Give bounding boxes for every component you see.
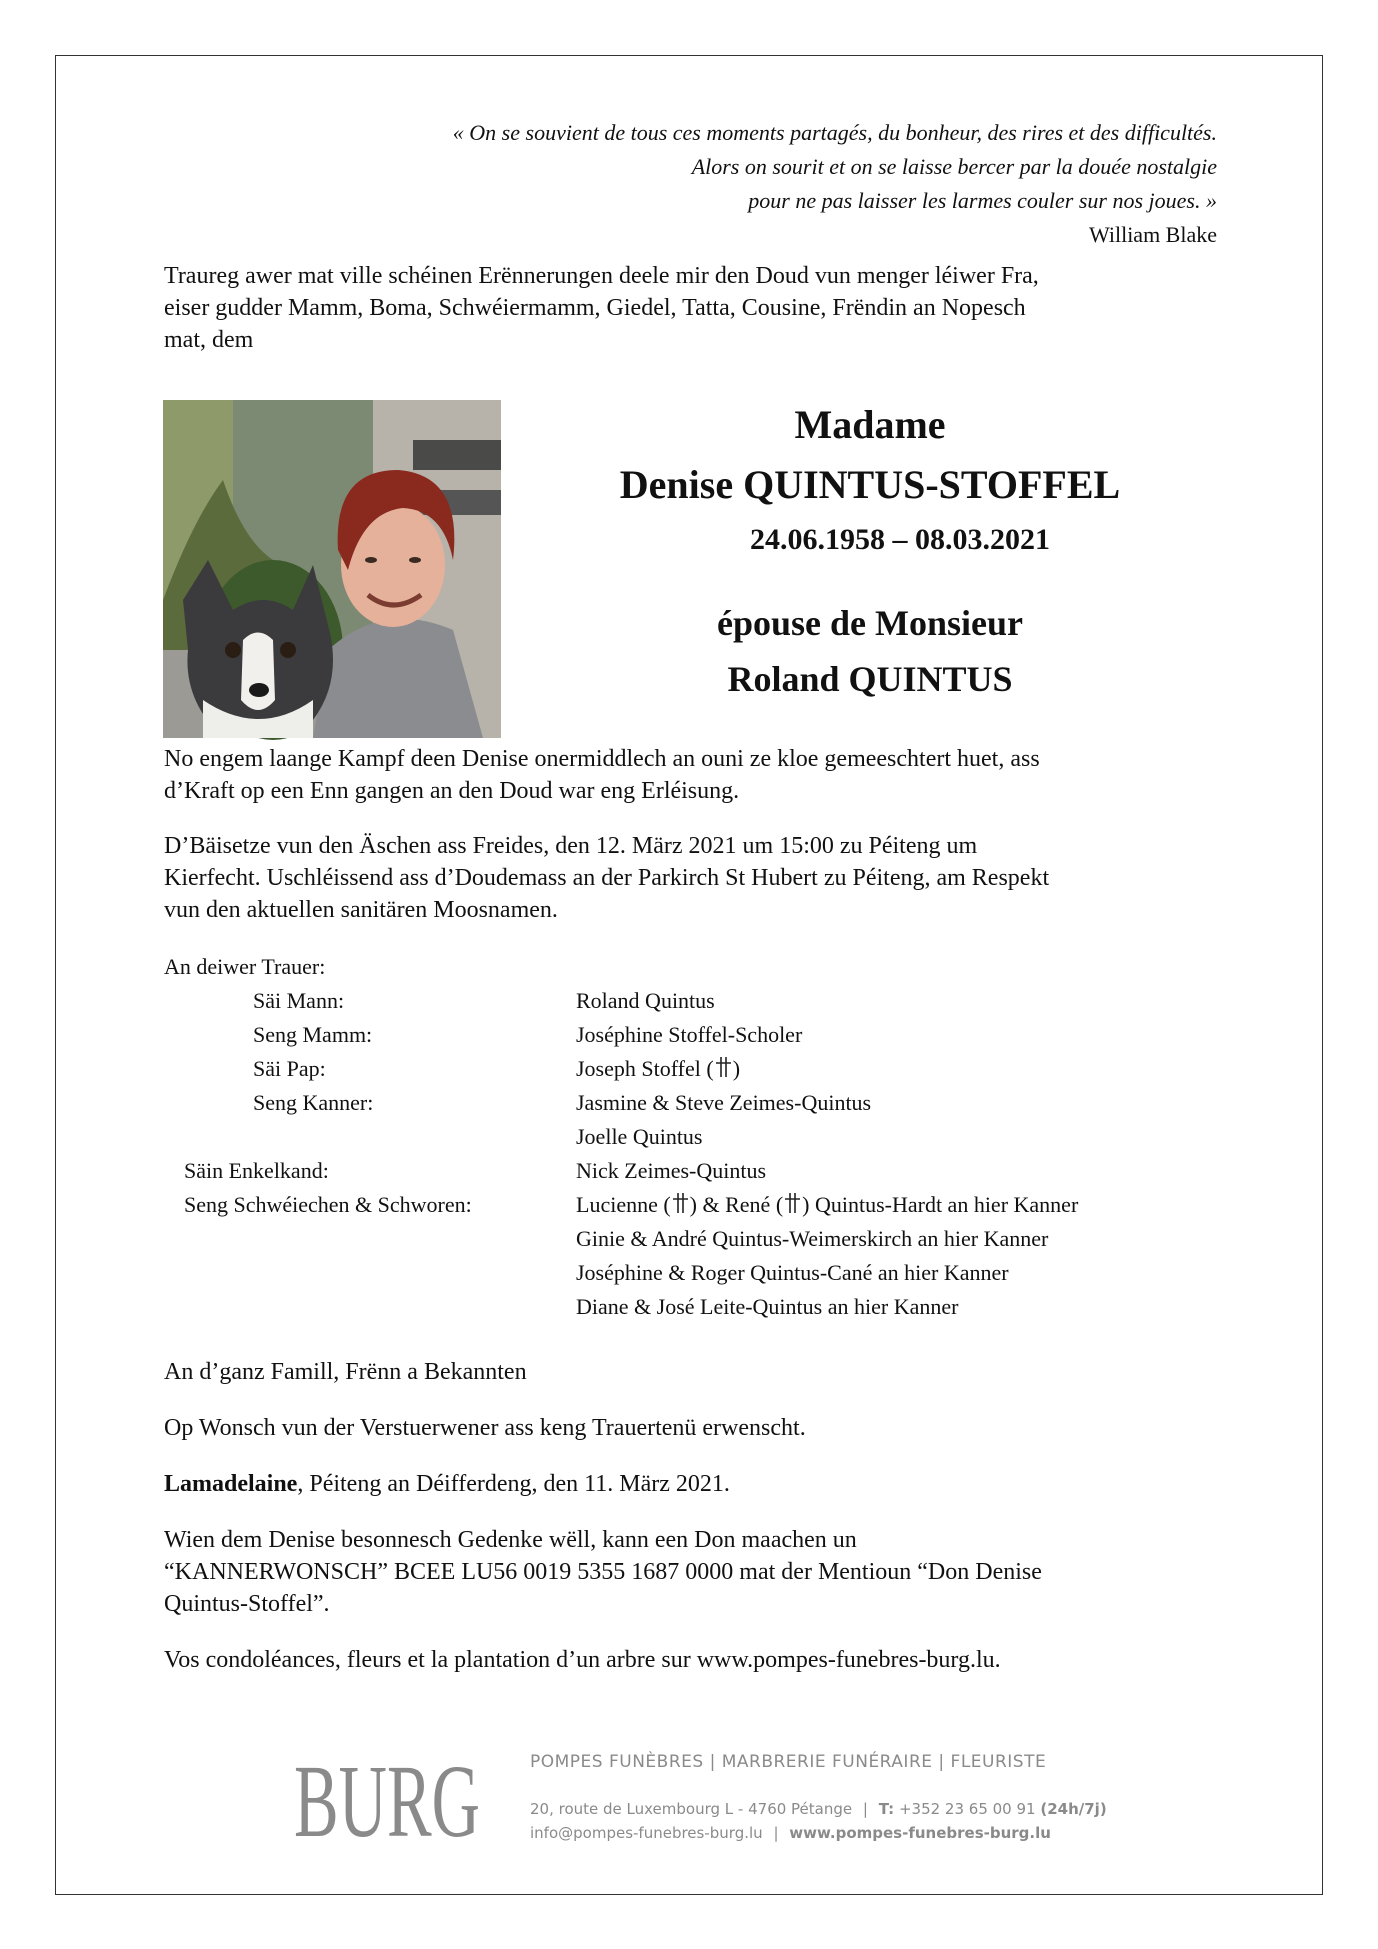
mourner-name — [576, 1052, 740, 1086]
mourner-name-part: ) Quintus-Hardt an hier Kanner — [802, 1192, 1079, 1217]
intro-line: Traureg awer mat ville schéinen Erënnerungen deele mir den Doud vun menger léiwer Fra, — [164, 263, 1039, 289]
cross-icon — [784, 1192, 801, 1214]
condolences-line: Vos condoléances, fleurs et la plantation d’un arbre sur www.pompes-funebres-burg.lu. — [164, 1647, 1001, 1673]
mourner-name: Diane & José Leite-Quintus an hier Kanner — [576, 1294, 959, 1319]
quote-line: pour ne pas laisser les larmes couler sur nos joues. » — [748, 188, 1217, 213]
logo-text: BURG — [294, 1744, 480, 1859]
relation-label: Säi Pap: — [253, 1056, 326, 1081]
text-line: “KANNERWONSCH” BCEE LU56 0019 5355 1687 0000 mat der Mentioun “Don Denise — [164, 1559, 1042, 1585]
mourner-name — [576, 1188, 1078, 1222]
mourner-name: Roland Quintus — [576, 988, 715, 1013]
intro-line: mat, dem — [164, 327, 254, 353]
relation-label: Seng Schwéiechen & Schworen: — [184, 1192, 472, 1217]
address-line — [530, 1800, 1107, 1818]
phone-label: T: — [878, 1800, 895, 1818]
quote-line: « On se souvient de tous ces moments partagés, du bonheur, des rires et des difficultés. — [452, 120, 1217, 145]
website-link[interactable]: www.pompes-funebres-burg.lu — [789, 1824, 1051, 1842]
quote-block — [217, 116, 1217, 252]
separator: | — [773, 1824, 779, 1842]
portrait-photo — [163, 400, 501, 738]
relation-label: Seng Kanner: — [253, 1090, 374, 1115]
family-line: An d’ganz Famill, Frënn a Bekannten — [164, 1359, 527, 1385]
dress-code-line: Op Wonsch vun der Verstuerwener ass keng Trauertenü erwenscht. — [164, 1415, 806, 1441]
text-line: No engem laange Kampf deen Denise onermiddlech an ouni ze kloe gemeeschtert huet, ass — [164, 746, 1040, 772]
email-link[interactable]: info@pompes-funebres-burg.lu — [530, 1824, 763, 1842]
relation-label: Säi Mann: — [253, 988, 345, 1013]
text-line: Wien dem Denise besonnesch Gedenke wëll, kann een Don maachen un — [164, 1527, 857, 1553]
contact-line — [530, 1824, 1051, 1842]
mourners-header: An deiwer Trauer: — [164, 954, 326, 979]
mourner-name: Joelle Quintus — [576, 1124, 703, 1149]
place-bold: Lamadelaine — [164, 1471, 298, 1497]
mourner-name: Nick Zeimes-Quintus — [576, 1158, 767, 1183]
mourner-name-part: Joseph Stoffel ( — [576, 1056, 714, 1081]
mourner-name-part: ) — [732, 1056, 741, 1081]
deceased-title: Madame — [794, 402, 946, 447]
cross-icon — [715, 1056, 732, 1078]
mourner-name: Jasmine & Steve Zeimes-Quintus — [576, 1090, 872, 1115]
place-date-line — [164, 1468, 1224, 1500]
text-line: Quintus-Stoffel”. — [164, 1591, 330, 1617]
donation-paragraph — [164, 1524, 1224, 1620]
cross-icon — [672, 1192, 689, 1214]
separator: | — [862, 1800, 868, 1818]
spouse-name: Roland QUINTUS — [727, 659, 1013, 699]
funeral-paragraph — [164, 830, 1224, 926]
quote-line: Alors on sourit et on se laisse bercer par la douée nostalgie — [691, 154, 1217, 179]
mourner-name: Joséphine Stoffel-Scholer — [576, 1022, 803, 1047]
text-line: d’Kraft op een Enn gangen an den Doud war eng Erléisung. — [164, 778, 740, 804]
intro-paragraph — [164, 260, 1224, 356]
place-rest: , Péiteng an Déifferdeng, den 11. März 2021. — [297, 1471, 730, 1497]
mourner-name-part: Lucienne ( — [576, 1192, 671, 1217]
phone-number: +352 23 65 00 91 — [898, 1800, 1036, 1818]
life-dates: 24.06.1958 – 08.03.2021 — [750, 523, 1050, 556]
struggle-paragraph — [164, 743, 1224, 807]
burg-logo — [294, 1740, 484, 1859]
quote-author: William Blake — [1088, 222, 1217, 247]
mourner-name-part: ) & René ( — [689, 1192, 784, 1217]
deceased-name: Denise QUINTUS-STOFFEL — [619, 462, 1121, 507]
relation-label: Seng Mamm: — [253, 1022, 373, 1047]
mourner-name: Ginie & André Quintus-Weimerskirch an hier Kanner — [576, 1226, 1049, 1251]
relation-label: Säin Enkelkand: — [184, 1158, 329, 1183]
address: 20, route de Luxembourg L - 4760 Pétange — [530, 1800, 853, 1818]
phone-hours: (24h/7j) — [1040, 1800, 1107, 1818]
intro-line: eiser gudder Mamm, Boma, Schwéiermamm, Giedel, Tatta, Cousine, Frëndin an Nopesch — [164, 295, 1026, 321]
text-line: D’Bäisetze vun den Äschen ass Freides, den 12. März 2021 um 15:00 zu Péiteng um — [164, 833, 978, 859]
spouse-label: épouse de Monsieur — [717, 603, 1023, 643]
text-line: Kierfecht. Uschléissend ass d’Doudemass an der Parkirch St Hubert zu Péiteng, am Respekt — [164, 865, 1050, 891]
text-line: vun den aktuellen sanitären Moosnamen. — [164, 897, 558, 923]
services-line: POMPES FUNÈBRES | MARBRERIE FUNÉRAIRE | FLEURISTE — [530, 1752, 1047, 1772]
mourner-name: Joséphine & Roger Quintus-Cané an hier Kanner — [576, 1260, 1009, 1285]
